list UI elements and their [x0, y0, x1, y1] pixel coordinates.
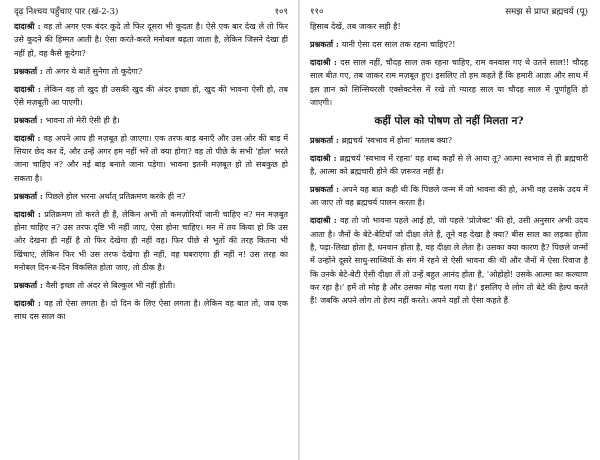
intro-line: हिसाब देखें, तब जाकर सही है! — [310, 22, 401, 31]
dialogue-paragraph — [14, 190, 288, 203]
speaker-label: दादाश्री — [14, 208, 35, 219]
speaker-label: दादाश्री — [14, 132, 35, 143]
speaker-label: दादाश्री — [14, 83, 35, 94]
right-running-title: समझ से प्राप्त ब्रह्मचर्य (पू) — [505, 7, 588, 17]
dialogue-paragraph — [14, 208, 288, 275]
dialogue-text: प्रतिक्रमण तो करते ही हैं, लेकिन अभी तो कमज़ोरियाँ जानी चाहिए न? मन मज़बूत होना चाहिए न? उस तरफ दृष्टि भी नहीं जाए, ऐसा होना चाहिए। मन में तय किया हो कि उस ओर देखना ही नहीं है तो फिर देखेगा ही नहीं वह। फिर पीछे से भूतों की तरह कितना भी खिंचाए, लेकिन फिर भी उस तरफ देखेगा ही नहीं, वह घबराएगा ही नहीं न! उस तरह का मनोबल दिन-ब-दिन विकसित होता जाए, तो ठीक है। — [14, 209, 288, 273]
right-page-body-b — [310, 134, 588, 308]
speaker-label: दादाश्री — [310, 152, 331, 163]
speaker-label: दादाश्री — [310, 56, 331, 67]
speaker-colon: : — [333, 38, 342, 49]
dialogue-paragraph — [310, 38, 588, 51]
dialogue-paragraph — [310, 56, 588, 109]
speaker-label: प्रश्नकर्ता — [14, 114, 38, 125]
dialogue-paragraph — [14, 132, 288, 185]
speaker-colon: : — [333, 184, 342, 195]
left-page-header — [14, 4, 288, 20]
dialogue-text: वह तो जो भावना पहले आई हो, जो पहले 'प्रोजेक्ट' की हो, उसी अनुसार अभी उदय आता है। जैनों के बेटे-बेटियाँ जो दीक्षा लेते हैं, तूने वह देखा है क्या? बीस साल का लड़का होता है, पढ़ा-लिखा होता है, धनवान होता है, वह दीक्षा ले लेता है। उसका क्या कारण है? पिछले जन्मों में उन्होंने दूसरे साधु-साध्वियों के संग में रहने से ऐसी भावना की थी और जैनों में ऐसा रिवाज है कि उनके बेटे-बेटी ऐसी दीक्षा लें तो उन्हें बहुत आनंद होता है, 'ओहोहो! उसके आत्मा का कल्याण कर रहा है।' हमें तो मोह है और उसका मोह चला गया है।' इसलिए वे लोग तो बेटे की हेल्प करते हैं! जबकि अपने लोग तो हेल्प नहीं करते। अपने यहाँ तो ऐसा कहते हैं — [310, 216, 588, 306]
dialogue-text: ब्रह्मचर्य 'स्वभाव में होना' मतलब क्या? — [341, 135, 453, 145]
speaker-colon: : — [333, 134, 342, 145]
dialogue-text: अपने यह बात कही थी कि पिछले जन्म में जो भावना की हो, अभी वह उसके उदय में आ जाए तो वह ब्रह्मचर्य पालन करता है। — [310, 185, 588, 208]
right-page-number: ११० — [310, 7, 324, 17]
left-page-body — [14, 20, 288, 324]
speaker-colon: : — [330, 215, 340, 226]
dialogue-text: तो अगर ये बातें सुनेगा तो कूदेगा? — [45, 66, 143, 76]
dialogue-paragraph — [310, 152, 588, 179]
speaker-label: प्रश्नकर्ता — [310, 184, 334, 195]
dialogue-paragraph — [14, 279, 288, 292]
left-running-title: दृढ़ निश्चय पहुँचाए पार (खं-2-3) — [14, 7, 119, 17]
right-page-header — [310, 4, 588, 20]
left-page — [0, 0, 298, 460]
dialogue-paragraph — [14, 297, 288, 324]
speaker-label: प्रश्नकर्ता — [14, 280, 38, 290]
speaker-colon: : — [37, 280, 46, 290]
dialogue-paragraph — [310, 134, 588, 147]
speaker-label: प्रश्नकर्ता — [310, 38, 334, 49]
dialogue-text: वह अपने आप ही मज़बूत हो जाएगा। एक तरफ बाड़ बनाएँ और उस ओर की बाड़ में सियार छेद कर दें, और उन्हें अगर हम नहीं भरें तो क्या होगा? वह तो पीछे के सभी 'होल' भरते जाना चाहिए न? और नई बाड़ बनाते जाना पड़ेगा। भावना इतनी मज़बूत हो तो सबकुछ हो सकता है। — [14, 133, 289, 183]
dialogue-text: भावना तो मेरी ऐसी ही है। — [45, 115, 120, 125]
left-page-number: १०९ — [274, 7, 288, 17]
speaker-colon: : — [37, 190, 46, 201]
dialogue-text: यानी ऐसा दस साल तक रहना चाहिए?! — [341, 39, 456, 49]
dialogue-text: वह तो अगर एक बंदर कूदे तो फिर दूसरा भी कूदता है। ऐसे एक बार देख ले तो फिर उसे कूदने की हिम्मत आती है। ऐसा करते-करते मनोबल बढ़ता जाता है, लेकिन जिसने देखा ही नहीं हो, वह कैसे कूदेगा? — [14, 22, 288, 58]
section-heading: कहीं पोल को पोषण तो नहीं मिलता न? — [374, 114, 524, 127]
speaker-colon: : — [37, 114, 46, 125]
dialogue-text: वैसी इच्छा तो अंदर से बिल्कुल भी नहीं होती। — [45, 281, 176, 290]
dialogue-text: वह तो ऐसा लगता है। दो दिन के लिए ऐसा लगता है। लेकिन वह बात तो, जब एक साथ दस साल का — [14, 298, 289, 322]
dialogue-text: लेकिन वह तो खुद ही उसकी खुद की अंदर इच्छा हो, खुद की भावना ऐसी हो, तब ऐसे मज़बूती आ पाएगी। — [14, 84, 288, 107]
speaker-colon: : — [34, 132, 44, 143]
speaker-colon: : — [330, 152, 340, 163]
dialogue-paragraph — [14, 114, 288, 127]
speaker-colon: : — [37, 65, 46, 76]
dialogue-paragraph — [310, 183, 588, 210]
speaker-label: प्रश्नकर्ता — [310, 134, 334, 145]
speaker-label: दादाश्री — [14, 297, 35, 308]
speaker-label: दादाश्री — [310, 215, 331, 226]
dialogue-paragraph — [310, 214, 588, 307]
speaker-colon: : — [34, 208, 45, 219]
speaker-label: दादाश्री — [14, 21, 35, 31]
speaker-label: प्रश्नकर्ता — [14, 65, 38, 76]
dialogue-paragraph — [14, 65, 288, 78]
speaker-colon: : — [34, 83, 45, 94]
speaker-label: प्रश्नकर्ता — [14, 190, 38, 201]
dialogue-paragraph — [14, 83, 288, 110]
speaker-colon: : — [330, 56, 341, 67]
right-page — [300, 0, 600, 460]
dialogue-text: ब्रह्मचर्य 'स्वभाव में रहना' यह शब्द कहाँ से ले आया तू? आत्मा स्वभाव से ही ब्रह्मचारी है, आत्मा को ब्रह्मचारी होने की ज़रूरत नहीं है। — [310, 153, 588, 177]
right-page-body-a — [310, 38, 588, 109]
dialogue-text: पिछले होल भरना अर्थात् प्रतिक्रमण करके ही न? — [45, 191, 186, 201]
speaker-colon: : — [34, 21, 44, 31]
dialogue-text: दस साल नहीं, चौदह साल तक रहना चाहिए, राम वनवास गए थे उतने साल!! चौदह साल बीत गए, तब जाकर राम मज़बूत हुए। इसलिए तो हम कहते हैं कि हमारी आज्ञा और साथ में इस ज्ञान को सिन्सियरली एक्सेक्टनेस में रखे तो ग्यारह साल या चौदह साल में पूर्णाहुति हो जाएगी। — [310, 57, 588, 107]
speaker-colon: : — [34, 297, 45, 308]
dialogue-paragraph — [14, 20, 288, 60]
